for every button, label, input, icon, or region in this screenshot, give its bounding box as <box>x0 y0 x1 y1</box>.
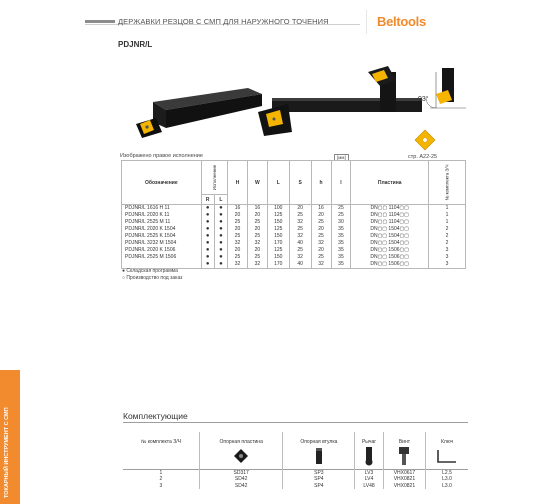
angle-label: 93° <box>418 96 429 103</box>
kit-cell: 2 <box>123 476 199 483</box>
cell-S: 40 <box>289 240 311 247</box>
col-S: S <box>289 161 311 205</box>
kit-cell: VHX0821 <box>383 483 425 490</box>
cell-l: ● <box>214 212 227 219</box>
cell-H: 25 <box>228 219 248 226</box>
kit-cell: SP4 <box>283 483 355 490</box>
cell-h: 25 <box>311 219 331 226</box>
cell-r: ● <box>201 254 214 261</box>
cell-r: ● <box>201 247 214 254</box>
cell-H: 16 <box>228 205 248 213</box>
shim-sleeve-icon <box>283 445 355 469</box>
cell-H: 32 <box>228 261 248 269</box>
cell-l2: 35 <box>331 261 351 269</box>
cell-h: 20 <box>311 212 331 219</box>
cell-W: 20 <box>247 247 267 254</box>
col-version: Исполнение <box>201 161 227 195</box>
cell-H: 20 <box>228 212 248 219</box>
logo-text: Beltools <box>377 14 426 29</box>
cell-r: ● <box>201 233 214 240</box>
kit-cell: SD42 <box>199 476 283 483</box>
kit-cell: LV4 <box>355 476 384 483</box>
cell-l: ● <box>214 247 227 254</box>
kit-cell: LV3 <box>355 469 384 476</box>
cell-L: 125 <box>267 226 289 233</box>
cell-l2: 35 <box>331 240 351 247</box>
cell-kit: 2 <box>428 233 465 240</box>
cell-h: 20 <box>311 247 331 254</box>
col-H: H <box>228 161 248 205</box>
cell-L: 125 <box>267 247 289 254</box>
cell-l: ● <box>214 226 227 233</box>
table-row <box>122 226 466 233</box>
cell-plate: DN▢▢ 1504▢▢ <box>351 233 429 240</box>
insert-icon <box>413 128 437 152</box>
angle-diagram <box>396 64 476 114</box>
cell-h: 16 <box>311 205 331 213</box>
cell-h: 25 <box>311 233 331 240</box>
product-code: PDJNR/L <box>118 40 153 49</box>
kit-cell: SP3 <box>283 469 355 476</box>
cell-l: ● <box>214 240 227 247</box>
kit-cell: LV48 <box>355 483 384 490</box>
cell-S: 25 <box>289 212 311 219</box>
cell-name: PDJNR/L 2020 K 1504 <box>122 226 202 233</box>
cell-plate: DN▢▢ 1104▢▢ <box>351 205 429 213</box>
table-row <box>122 247 466 254</box>
cell-l2: 35 <box>331 233 351 240</box>
kit-cell: SD317 <box>199 469 283 476</box>
catalog-page <box>78 0 482 504</box>
cell-plate: DN▢▢ 1506▢▢ <box>351 254 429 261</box>
cell-name: PDJNR/L 3232 M 1504 <box>122 240 202 247</box>
kit-col-3: Рычаг <box>355 432 384 445</box>
kit-cell: L3.0 <box>442 476 452 482</box>
screw-icon <box>383 445 425 469</box>
cell-r: ● <box>201 226 214 233</box>
kit-col-4: Винт <box>383 432 425 445</box>
table-row <box>122 240 466 247</box>
col-W: W <box>247 161 267 205</box>
cell-S: 32 <box>289 233 311 240</box>
cell-kit: 2 <box>428 240 465 247</box>
side-tab-label: ТОКАРНЫЙ ИНСТРУМЕНТ С СМП <box>4 407 10 498</box>
cell-r: ● <box>201 212 214 219</box>
cell-L: 150 <box>267 254 289 261</box>
cell-L: 170 <box>267 240 289 247</box>
cell-S: 32 <box>289 254 311 261</box>
cell-plate: DN▢▢ 1506▢▢ <box>351 247 429 254</box>
cell-kit: 1 <box>428 219 465 226</box>
cell-l2: 35 <box>331 254 351 261</box>
kit-cell: SD42 <box>199 483 283 490</box>
cell-name: PDJNR/L 2020 K 11 <box>122 212 202 219</box>
cell-h: 32 <box>311 261 331 269</box>
cell-W: 16 <box>247 205 267 213</box>
cell-W: 25 <box>247 219 267 226</box>
col-L: L <box>267 161 289 205</box>
cell-H: 20 <box>228 247 248 254</box>
kit-cell: VHX0821 <box>383 476 425 483</box>
kit-cell: SP4 <box>283 476 355 483</box>
cell-W: 20 <box>247 226 267 233</box>
col-r: R <box>201 195 214 205</box>
key-icon <box>426 445 468 469</box>
cell-plate: DN▢▢ 1504▢▢ <box>351 240 429 247</box>
cell-H: 25 <box>228 233 248 240</box>
cell-H: 32 <box>228 240 248 247</box>
table-row <box>122 233 466 240</box>
kit-table <box>123 432 468 489</box>
cell-W: 25 <box>247 254 267 261</box>
col-designation: Обозначение <box>122 161 202 205</box>
cell-L: 100 <box>267 205 289 213</box>
cell-L: 170 <box>267 261 289 269</box>
legend <box>122 268 182 282</box>
drawing-note: Изображено правое исполнение <box>120 153 203 159</box>
unit-label: [мм] <box>334 154 349 161</box>
cell-name: PDJNR/L 2525 M 11 <box>122 219 202 226</box>
cell-name: PDJNR/L 2020 K 1506 <box>122 247 202 254</box>
kit-row <box>123 469 468 476</box>
table-row <box>122 205 466 213</box>
kit-cell: L2.5 <box>426 469 468 476</box>
kit-cell: VHX0617 <box>383 469 425 476</box>
cell-H: 25 <box>228 254 248 261</box>
insert-page-ref: стр. A22-25 <box>408 154 438 160</box>
kit-cell: 1 <box>123 469 199 476</box>
cell-S: 25 <box>289 226 311 233</box>
cell-r: ● <box>201 261 214 269</box>
cell-name: PDJNR/L 2525 M 1506 <box>122 254 202 261</box>
cell-kit: 2 <box>428 226 465 233</box>
legend-order: ○ Производство под заказ <box>122 275 183 281</box>
col-kit: № комплекта З/Ч <box>428 161 465 205</box>
cell-W: 32 <box>247 261 267 269</box>
kit-col-0: № комплекта З/Ч <box>123 432 199 445</box>
cell-kit: 3 <box>428 261 465 269</box>
cell-W: 25 <box>247 233 267 240</box>
cell-L: 150 <box>267 219 289 226</box>
cell-S: 32 <box>289 219 311 226</box>
cell-h: 32 <box>311 240 331 247</box>
cell-W: 32 <box>247 240 267 247</box>
table-row <box>122 254 466 261</box>
cell-l2: 30 <box>331 219 351 226</box>
cell-h: 20 <box>311 226 331 233</box>
cell-plate: DN▢▢ 1506▢▢ <box>351 261 429 269</box>
cell-l: ● <box>214 219 227 226</box>
cell-kit: 1 <box>428 205 465 213</box>
cell-l: ● <box>214 261 227 269</box>
cell-W: 20 <box>247 212 267 219</box>
logo <box>366 10 482 34</box>
shim-plate-icon <box>199 445 283 469</box>
header-bar <box>85 20 115 23</box>
cell-r: ● <box>201 205 214 213</box>
legend-stock: ● Складская программа <box>122 268 178 274</box>
cell-l: ● <box>214 205 227 213</box>
cell-plate: DN▢▢ 1104▢▢ <box>351 219 429 226</box>
kit-cell: 3 <box>123 483 199 490</box>
cell-plate: DN▢▢ 1504▢▢ <box>351 226 429 233</box>
cell-h: 25 <box>311 254 331 261</box>
col-h: h <box>311 161 331 205</box>
kit-title: Комплектующие <box>123 411 188 421</box>
kit-row <box>123 483 468 490</box>
lever-icon <box>355 445 384 469</box>
table-row <box>122 219 466 226</box>
cell-H: 20 <box>228 226 248 233</box>
kit-image-row <box>123 445 468 469</box>
kit-col-2: Опорная втулка <box>283 432 355 445</box>
cell-S: 40 <box>289 261 311 269</box>
cell-l: ● <box>214 233 227 240</box>
kit-col-1: Опорная пластина <box>199 432 283 445</box>
side-tab <box>0 370 20 504</box>
holder-perspective-drawing <box>128 82 268 144</box>
cell-S: 25 <box>289 247 311 254</box>
cell-name: PDJNR/L 1616 H 11 <box>122 205 202 213</box>
cell-kit: 3 <box>428 247 465 254</box>
cell-kit: 1 <box>428 212 465 219</box>
cell-plate: DN▢▢ 1104▢▢ <box>351 212 429 219</box>
page-title: ДЕРЖАВКИ РЕЗЦОВ С СМП ДЛЯ НАРУЖНОГО ТОЧЕНИЯ <box>118 17 329 26</box>
specs-table <box>121 160 466 269</box>
cell-l2: 35 <box>331 247 351 254</box>
kit-img-empty <box>123 445 199 469</box>
cell-L: 125 <box>267 212 289 219</box>
table-row <box>122 212 466 219</box>
cell-r: ● <box>201 240 214 247</box>
cell-name: PDJNR/L 2525 K 1504 <box>122 233 202 240</box>
cell-l2: 25 <box>331 205 351 213</box>
kit-cell: L3.0 <box>442 482 452 489</box>
cell-r: ● <box>201 219 214 226</box>
kit-divider <box>123 422 468 423</box>
col-l: l <box>331 161 351 205</box>
cell-l2: 35 <box>331 226 351 233</box>
cell-L: 150 <box>267 233 289 240</box>
cell-kit: 3 <box>428 254 465 261</box>
col-l-version: L <box>214 195 227 205</box>
kit-col-5: Ключ <box>440 439 454 445</box>
col-plate: Пластина <box>351 161 429 205</box>
cell-l: ● <box>214 254 227 261</box>
cell-l2: 25 <box>331 212 351 219</box>
cell-S: 20 <box>289 205 311 213</box>
